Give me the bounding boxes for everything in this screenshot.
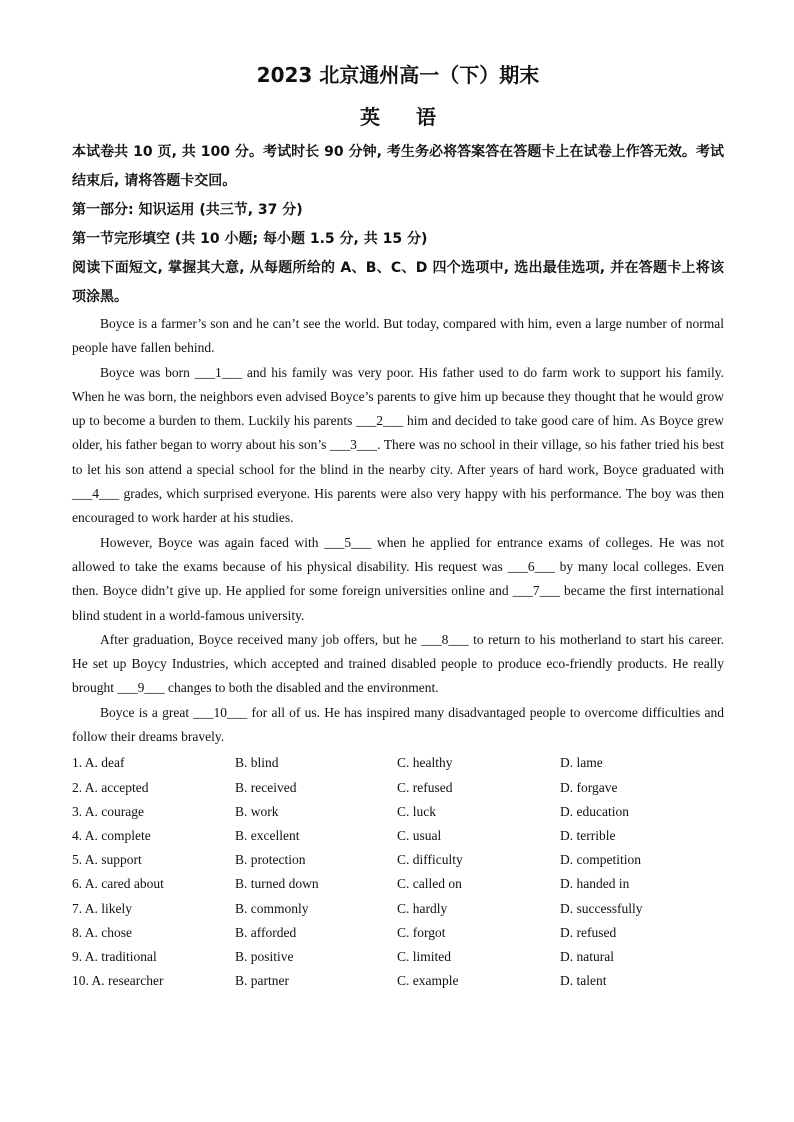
section-heading: 第一节完形填空 (共 10 小题; 每小题 1.5 分, 共 15 分): [72, 231, 428, 247]
option-d: D. competition: [560, 852, 641, 868]
exam-title: 2023 北京通州高一（下）期末: [256, 63, 540, 87]
option-row: [72, 751, 724, 775]
option-row: [72, 872, 724, 896]
option-c: C. luck: [397, 803, 436, 819]
option-c: C. limited: [397, 948, 451, 964]
option-row: [72, 945, 724, 969]
option-c: C. forgot: [397, 924, 446, 940]
option-b: B. blind: [235, 755, 279, 771]
option-d: D. lame: [560, 755, 603, 771]
option-a: 3. A. courage: [72, 803, 144, 819]
option-b: B. work: [235, 803, 279, 819]
option-c: C. example: [397, 973, 459, 989]
option-a: 9. A. traditional: [72, 948, 157, 964]
option-d: D. terrible: [560, 827, 616, 843]
option-b: B. protection: [235, 852, 306, 868]
option-b: B. turned down: [235, 876, 319, 892]
option-a: 8. A. chose: [72, 924, 132, 940]
option-b: B. partner: [235, 973, 289, 989]
option-a: 7. A. likely: [72, 900, 132, 916]
option-a: 1. A. deaf: [72, 755, 125, 771]
section-directions: 阅读下面短文, 掌握其大意, 从每题所给的 A、B、C、D 四个选项中, 选出最佳选项, 并在答题卡上将该项涂黑。: [72, 260, 724, 305]
subject-title: 英语: [360, 105, 472, 129]
option-d: D. handed in: [560, 876, 630, 892]
option-b: B. commonly: [235, 900, 309, 916]
option-b: B. received: [235, 779, 297, 795]
option-c: C. difficulty: [397, 852, 463, 868]
option-a: 10. A. researcher: [72, 973, 164, 989]
option-a: 2. A. accepted: [72, 779, 149, 795]
option-row: [72, 848, 724, 872]
option-c: C. refused: [397, 779, 453, 795]
option-a: 4. A. complete: [72, 827, 151, 843]
option-b: B. afforded: [235, 924, 297, 940]
option-d: D. natural: [560, 948, 614, 964]
option-row: [72, 824, 724, 848]
passage-paragraph: Boyce is a farmer’s son and he can’t see the world. But today, compared with him, even a large number of normal people have fallen behind.: [72, 316, 724, 356]
part-heading: 第一部分: 知识运用 (共三节, 37 分): [72, 202, 303, 218]
option-d: D. successfully: [560, 900, 643, 916]
option-d: D. education: [560, 803, 629, 819]
answer-options: [72, 751, 724, 993]
option-row: [72, 776, 724, 800]
option-row: [72, 969, 724, 993]
option-b: B. positive: [235, 948, 294, 964]
option-d: D. talent: [560, 973, 607, 989]
passage-paragraph: Boyce was born ___1___ and his family was very poor. His father used to do farm work to support his family. When he was born, the neighbors even advised Boyce’s parents to give him up because they thought that he would grow up to become a burden to them. Luckily his parents ___2___ him and decided to take good care of him. As Boyce grew older, his father began to worry about his son’s ___3___. There was no school in their village, so his father tried his best to let his son attend a special school for the blind in the nearby city. After years of hard work, Boyce graduated with ___4___ grades, which surprised everyone. His parents were also very happy with his performance. The boy was then encouraged to work harder at his studies.: [72, 364, 724, 526]
option-c: C. hardly: [397, 900, 448, 916]
option-c: C. healthy: [397, 755, 453, 771]
option-d: D. forgave: [560, 779, 618, 795]
passage-paragraph: However, Boyce was again faced with ___5___ when he applied for entrance exams of colleges. He was not allowed to take the exams because of his physical disability. His request was ___6___ by many local colleges. Even then. Boyce didn’t give up. He applied for some foreign universities online and ___7___ became the first international blind student in a world-famous university.: [72, 534, 724, 623]
passage-paragraph: Boyce is a great ___10___ for all of us. He has inspired many disadvantaged people to overcome difficulties and follow their dreams bravely.: [72, 704, 724, 745]
passage-paragraph: After graduation, Boyce received many job offers, but he ___8___ to return to his motherland to start his career. He set up Boycy Industries, which accepted and trained disabled people to produce eco-friendly products. He really brought ___9___ changes to both the disabled and the environment.: [72, 631, 724, 696]
option-c: C. called on: [397, 876, 462, 892]
option-row: [72, 897, 724, 921]
option-row: [72, 921, 724, 945]
exam-notice: 本试卷共 10 页, 共 100 分。考试时长 90 分钟, 考生务必将答案答在答题卡上在试卷上作答无效。考试结束后, 请将答题卡交回。: [72, 144, 724, 189]
option-a: 6. A. cared about: [72, 876, 164, 892]
option-d: D. refused: [560, 924, 617, 940]
cloze-passage: [72, 312, 724, 749]
exam-page: [72, 60, 724, 993]
option-c: C. usual: [397, 827, 442, 843]
option-a: 5. A. support: [72, 852, 142, 868]
option-b: B. excellent: [235, 827, 300, 843]
option-row: [72, 800, 724, 824]
